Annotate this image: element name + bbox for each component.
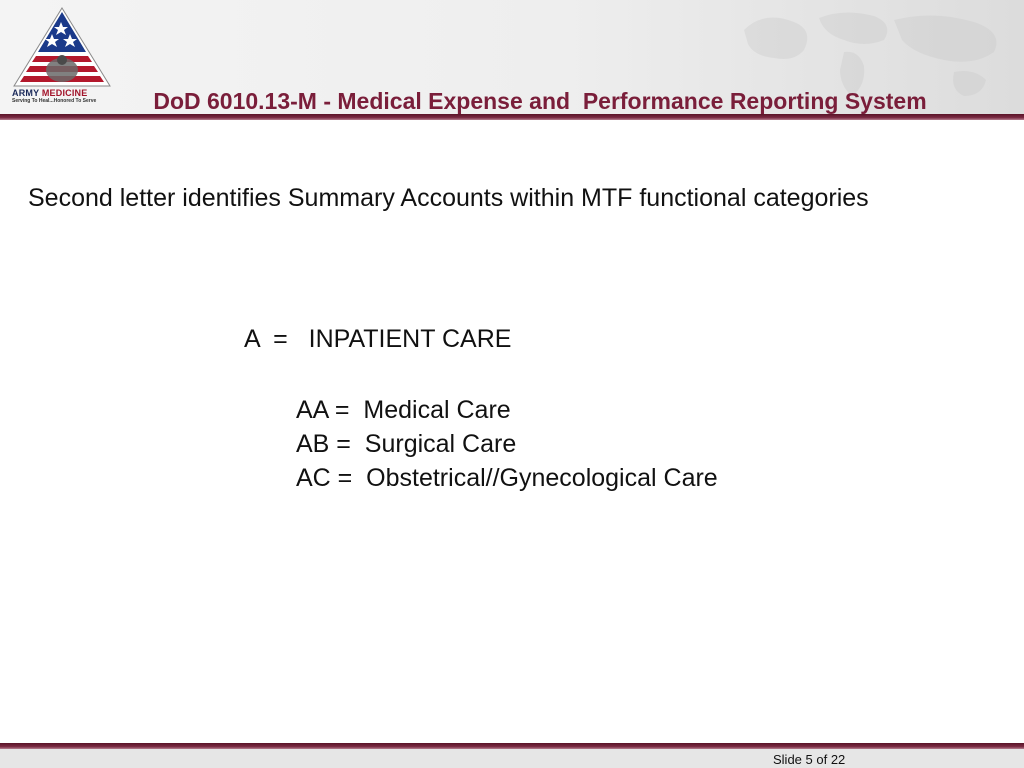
list-item: AC = Obstetrical//Gynecological Care bbox=[296, 464, 718, 492]
category-heading: A = INPATIENT CARE bbox=[244, 325, 512, 353]
list-item: AA = Medical Care bbox=[296, 396, 511, 424]
slide-title-line-1: DoD 6010.13-M - Medical Expense and Performance Reporting System bbox=[153, 88, 927, 114]
logo-motto: Serving To Heal...Honored To Serve bbox=[12, 98, 97, 104]
intro-text: Second letter identifies Summary Accounts within MTF functional categories bbox=[28, 184, 869, 212]
logo-wordmark: ARMY MEDICINE bbox=[12, 88, 88, 98]
slide-header bbox=[0, 0, 1024, 114]
slide-number: Slide 5 of 22 bbox=[773, 752, 846, 767]
slide-footer bbox=[0, 749, 1024, 768]
header-divider bbox=[0, 114, 1024, 120]
summary-accounts-list bbox=[296, 393, 718, 495]
slide-title bbox=[100, 24, 980, 114]
list-item: AB = Surgical Care bbox=[296, 430, 517, 458]
